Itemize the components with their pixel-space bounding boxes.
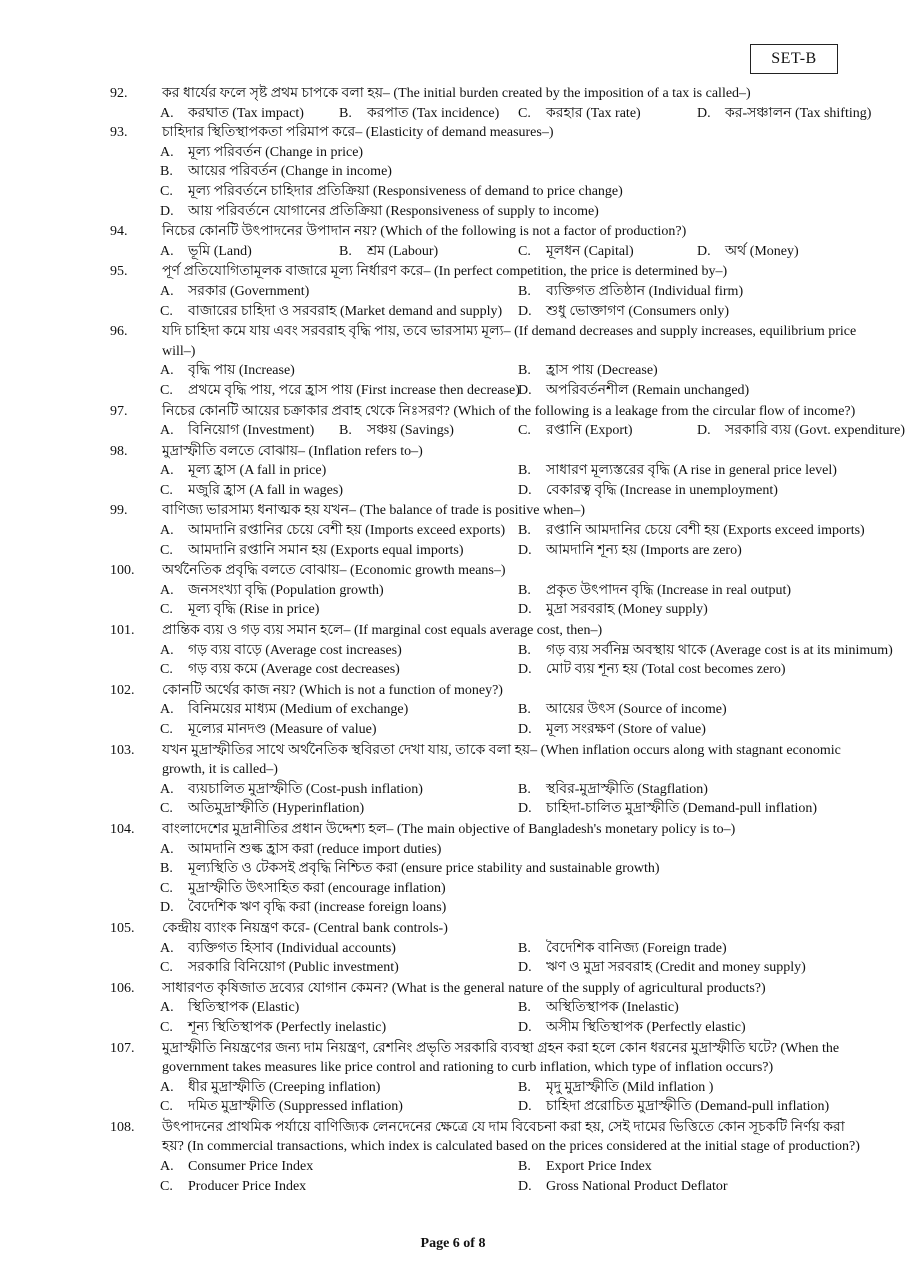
- option-list: [0, 143, 906, 221]
- option-item: [518, 421, 697, 441]
- question-text: কোনটি অর্থের কাজ নয়? (Which is not a function of money?): [162, 682, 503, 698]
- option-letter: C.: [160, 722, 173, 737]
- option-item: [518, 1078, 876, 1098]
- option-text: গড় ব্যয় কমে (Average cost decreases): [188, 662, 400, 678]
- option-item: [518, 958, 876, 978]
- option-item: [518, 381, 876, 401]
- question-text: যদি চাহিদা কমে যায় এবং সরবরাহ বৃদ্ধি পায়, তবে ভারসাম্য মূল্য– (If demand decreases and supply increases, equilibrium price will–): [162, 324, 857, 359]
- option-text: সাধারণ মূল্যস্তরের বৃদ্ধি (A rise in general price level): [546, 463, 837, 479]
- option-letter: A.: [160, 523, 174, 539]
- option-letter: A.: [160, 940, 174, 956]
- question-text: মুদ্রাস্ফীতি বলতে বোঝায়– (Inflation refers to–): [162, 443, 423, 459]
- option-text: মূল্যের মানদণ্ড (Measure of value): [188, 722, 377, 737]
- option-item: [518, 541, 876, 561]
- option-text: সরকারি ব্যয় (Govt. expenditure): [725, 423, 906, 439]
- option-letter: D.: [518, 482, 532, 498]
- option-letter: C.: [160, 303, 173, 319]
- option-item: [160, 202, 876, 222]
- option-letter: A.: [160, 144, 174, 160]
- option-list: [0, 1157, 906, 1196]
- option-list: [0, 242, 906, 262]
- option-letter: C.: [160, 602, 173, 618]
- option-item: [160, 381, 518, 401]
- question-item: [0, 561, 906, 620]
- option-text: আয় পরিবর্তনে যোগানের প্রতিক্রিয়া (Responsiveness of supply to income): [188, 203, 599, 219]
- question-item: [0, 123, 906, 221]
- option-text: বেকারত্ব বৃদ্ধি (Increase in unemployment): [546, 482, 778, 498]
- option-item: [160, 879, 876, 899]
- option-letter: A.: [160, 642, 174, 658]
- question-item: [0, 820, 906, 918]
- question-text: প্রান্তিক ব্যয় ও গড় ব্যয় সমান হলে– (If marginal cost equals average cost, then–): [162, 623, 603, 639]
- option-item: [160, 840, 876, 860]
- question-number: 105.: [110, 920, 135, 936]
- option-text: মোট ব্যয় শূন্য হয় (Total cost becomes zero): [546, 662, 786, 678]
- option-text: অস্থিতিস্থাপক (Inelastic): [546, 1000, 679, 1016]
- question-item: [0, 402, 906, 441]
- option-text: গড় ব্যয় সর্বনিম্ন অবস্থায় থাকে (Average cost is at its minimum): [546, 642, 893, 658]
- option-text: প্রথমে বৃদ্ধি পায়, পরে হ্রাস পায় (First increase then decrease): [188, 382, 520, 398]
- option-item: [518, 780, 876, 800]
- option-letter: D.: [518, 1099, 532, 1115]
- option-letter: D.: [518, 1019, 532, 1035]
- option-letter: D.: [697, 105, 711, 121]
- option-item: [518, 660, 876, 680]
- question-text: নিচের কোনটি উৎপাদনের উপাদান নয়? (Which of the following is not a factor of production?): [162, 224, 687, 240]
- option-item: [518, 104, 697, 124]
- option-text: কর-সঞ্চালন (Tax shifting): [725, 105, 872, 121]
- option-letter: C.: [160, 1099, 173, 1115]
- question-item: [0, 501, 906, 560]
- option-text: ব্যক্তিগত প্রতিষ্ঠান (Individual firm): [546, 283, 744, 299]
- option-text: প্রকৃত উৎপাদন বৃদ্ধি (Increase in real output): [546, 582, 792, 598]
- option-item: [697, 104, 876, 124]
- option-text: বাজারের চাহিদা ও সরবরাহ (Market demand and supply): [188, 303, 503, 319]
- option-item: [518, 998, 876, 1018]
- question-number: 103.: [110, 742, 135, 758]
- question-number: 108.: [110, 1119, 135, 1135]
- option-text: আমদানি রপ্তানির চেয়ে বেশী হয় (Imports exceed exports): [188, 523, 506, 539]
- option-list: [0, 998, 906, 1037]
- option-text: মুদ্রাস্ফীতি উৎসাহিত করা (encourage inflation): [188, 880, 446, 896]
- option-text: মুদ্রা সরবরাহ (Money supply): [546, 602, 708, 618]
- question-number: 101.: [110, 623, 135, 639]
- option-text: ভূমি (Land): [188, 243, 252, 259]
- question-number: 107.: [110, 1040, 135, 1056]
- option-letter: B.: [518, 1079, 531, 1095]
- option-item: [518, 581, 876, 601]
- option-list: [0, 780, 906, 819]
- question-text: বাংলাদেশের মুদ্রানীতির প্রধান উদ্দেশ্য হল– (The main objective of Bangladesh's monetary policy is to–): [162, 821, 736, 837]
- option-list: [0, 361, 906, 400]
- option-item: [160, 859, 876, 879]
- option-item: [518, 1157, 876, 1177]
- option-letter: B.: [518, 1159, 531, 1175]
- option-item: [160, 1097, 518, 1117]
- question-text: মুদ্রাস্ফীতি নিয়ন্ত্রণের জন্য দাম নিয়ন্ত্রণ, রেশনিং প্রভৃতি সরকারি ব্যবস্থা গ্রহন করা হলে কোন ধরনের মুদ্রাস্ফীতি ঘটে? (When the government takes measures like price control and rationing to curb inflation, which type of inflation occurs?): [162, 1040, 840, 1076]
- option-text: বিনিয়োগ (Investment): [188, 423, 315, 439]
- option-text: আয়ের পরিবর্তন (Change in income): [188, 164, 392, 180]
- option-letter: A.: [160, 1000, 174, 1016]
- option-list: [0, 939, 906, 978]
- option-text: মূল্য বৃদ্ধি (Rise in price): [188, 602, 320, 618]
- option-letter: B.: [518, 702, 531, 718]
- option-item: [518, 1177, 876, 1197]
- option-text: স্থিতিস্থাপক (Elastic): [188, 1000, 300, 1016]
- option-letter: B.: [518, 582, 531, 598]
- option-text: মূল্য পরিবর্তন (Change in price): [188, 144, 364, 160]
- option-item: [160, 998, 518, 1018]
- option-list: [0, 641, 906, 680]
- question-list: [0, 84, 906, 1196]
- option-text: Gross National Product Deflator: [546, 1178, 728, 1194]
- option-item: [160, 282, 518, 302]
- option-list: [0, 521, 906, 560]
- option-text: বৃদ্ধি পায় (Increase): [188, 363, 295, 379]
- option-item: [518, 282, 876, 302]
- option-text: চাহিদা প্ররোচিত মুদ্রাস্ফীতি (Demand-pull inflation): [546, 1099, 830, 1115]
- option-item: [160, 641, 518, 661]
- option-letter: B.: [518, 283, 531, 299]
- option-letter: D.: [518, 542, 532, 558]
- question-item: [0, 681, 906, 740]
- option-item: [160, 581, 518, 601]
- option-letter: A.: [160, 363, 174, 379]
- question-number: 102.: [110, 682, 135, 698]
- option-text: জনসংখ্যা বৃদ্ধি (Population growth): [188, 582, 384, 598]
- question-text: উৎপাদনের প্রাথমিক পর্যায়ে বাণিজ্যিক লেনদেনের ক্ষেত্রে যে দাম বিবেচনা করা হয়, সেই দামের ভিত্তিতে কোন সূচকটি নির্ণয় করা হয়? (In commercial transactions, which index is calculated based on the prices considered at the initial stage of production?): [162, 1119, 860, 1155]
- option-letter: A.: [160, 582, 174, 598]
- option-item: [518, 521, 876, 541]
- option-letter: C.: [160, 662, 173, 678]
- question-item: [0, 222, 906, 261]
- option-item: [160, 799, 518, 819]
- question-item: [0, 262, 906, 321]
- option-letter: C.: [518, 423, 531, 439]
- option-letter: A.: [160, 1159, 174, 1175]
- option-item: [518, 302, 876, 322]
- option-letter: B.: [160, 164, 173, 180]
- option-item: [160, 162, 876, 182]
- option-item: [160, 104, 339, 124]
- option-text: করহার (Tax rate): [546, 105, 641, 121]
- option-letter: D.: [518, 382, 532, 398]
- option-list: [0, 1078, 906, 1117]
- option-letter: D.: [518, 960, 532, 976]
- option-item: [518, 939, 876, 959]
- question-number: 104.: [110, 821, 135, 837]
- option-item: [518, 700, 876, 720]
- option-letter: D.: [518, 303, 532, 319]
- option-item: [160, 939, 518, 959]
- option-letter: A.: [160, 463, 174, 479]
- question-number: 94.: [110, 224, 128, 240]
- option-text: শ্রম (Labour): [367, 243, 439, 259]
- option-letter: B.: [339, 243, 352, 259]
- option-item: [518, 799, 876, 819]
- option-item: [518, 641, 893, 661]
- option-item: [339, 421, 518, 441]
- question-item: [0, 919, 906, 978]
- option-letter: B.: [518, 1000, 531, 1016]
- option-text: মজুরি হ্রাস (A fall in wages): [188, 482, 343, 498]
- option-letter: C.: [160, 183, 173, 199]
- option-letter: D.: [518, 1178, 532, 1194]
- option-text: অতিমুদ্রাস্ফীতি (Hyperinflation): [188, 801, 365, 817]
- option-letter: A.: [160, 423, 174, 439]
- option-text: বৈদেশিক ঋণ বৃদ্ধি করা (increase foreign loans): [188, 900, 447, 916]
- option-item: [160, 958, 518, 978]
- option-text: মূলধন (Capital): [546, 243, 634, 259]
- option-letter: C.: [160, 801, 173, 817]
- option-letter: C.: [160, 542, 173, 558]
- question-number: 106.: [110, 980, 135, 996]
- question-item: [0, 84, 906, 123]
- option-text: অর্থ (Money): [725, 243, 799, 259]
- question-number: 92.: [110, 86, 128, 101]
- option-item: [160, 700, 518, 720]
- option-letter: D.: [160, 203, 174, 219]
- option-item: [160, 1177, 518, 1197]
- option-letter: C.: [160, 880, 173, 896]
- option-list: [0, 581, 906, 620]
- option-text: মৃদু মুদ্রাস্ফীতি (Mild inflation ): [546, 1079, 714, 1095]
- question-text: চাহিদার স্থিতিস্থাপকতা পরিমাপ করে– (Elasticity of demand measures–): [162, 125, 554, 141]
- option-item: [160, 780, 518, 800]
- option-item: [518, 600, 876, 620]
- option-list: [0, 282, 906, 321]
- option-text: আয়ের উৎস (Source of income): [546, 702, 727, 718]
- set-label: SET-B: [750, 44, 838, 74]
- option-text: বৈদেশিক বানিজ্য (Foreign trade): [546, 940, 727, 956]
- option-item: [160, 481, 518, 501]
- option-text: সরকারি বিনিয়োগ (Public investment): [188, 960, 399, 976]
- option-letter: A.: [160, 781, 174, 797]
- option-list: [0, 461, 906, 500]
- option-letter: A.: [160, 283, 174, 299]
- option-letter: B.: [160, 861, 173, 877]
- option-letter: C.: [518, 243, 531, 259]
- option-text: দমিত মুদ্রাস্ফীতি (Suppressed inflation): [188, 1099, 403, 1115]
- option-list: [0, 700, 906, 739]
- question-item: [0, 1039, 906, 1117]
- question-number: 98.: [110, 443, 128, 459]
- option-text: Producer Price Index: [188, 1178, 307, 1194]
- option-text: হ্রাস পায় (Decrease): [546, 363, 658, 379]
- option-text: মূল্য পরিবর্তনে চাহিদার প্রতিক্রিয়া (Responsiveness of demand to price change): [188, 183, 623, 199]
- option-text: ব্যয়চালিত মুদ্রাস্ফীতি (Cost-push inflation): [188, 781, 423, 797]
- option-letter: B.: [518, 363, 531, 379]
- page-footer: Page 6 of 8: [420, 1236, 486, 1251]
- option-item: [160, 421, 339, 441]
- option-text: অপরিবর্তনশীল (Remain unchanged): [546, 382, 750, 398]
- option-list: [0, 840, 906, 918]
- option-text: আমদানি রপ্তানি সমান হয় (Exports equal imports): [188, 542, 464, 558]
- option-text: মূল্য হ্রাস (A fall in price): [188, 463, 327, 479]
- option-item: [339, 242, 518, 262]
- option-item: [697, 242, 876, 262]
- question-number: 93.: [110, 125, 128, 141]
- option-text: বিনিময়ের মাধ্যম (Medium of exchange): [188, 702, 409, 718]
- option-item: [160, 242, 339, 262]
- option-item: [697, 421, 906, 441]
- option-item: [518, 481, 876, 501]
- question-text: বাণিজ্য ভারসাম্য ধনাত্মক হয় যখন– (The balance of trade is positive when–): [162, 503, 585, 519]
- option-letter: D.: [697, 423, 711, 439]
- question-text: কেন্দ্রীয় ব্যাংক নিয়ন্ত্রণ করে- (Central bank controls-): [162, 920, 448, 936]
- option-letter: B.: [518, 940, 531, 956]
- option-item: [160, 361, 518, 381]
- option-letter: B.: [339, 423, 352, 439]
- option-text: Consumer Price Index: [188, 1159, 314, 1175]
- question-item: [0, 322, 906, 400]
- option-list: [0, 104, 906, 124]
- question-text: নিচের কোনটি আয়ের চক্রাকার প্রবাহ থেকে নিঃসরণ? (Which of the following is a leakage from the circular flow of income?): [162, 403, 856, 419]
- option-text: মূল্যস্থিতি ও টেকসই প্রবৃদ্ধি নিশ্চিত করা (ensure price stability and sustainable growth): [188, 861, 660, 877]
- option-letter: B.: [518, 523, 531, 539]
- option-letter: D.: [160, 900, 174, 916]
- option-text: রপ্তানি আমদানির চেয়ে বেশী হয় (Exports exceed imports): [546, 523, 865, 539]
- option-text: ব্যক্তিগত হিসাব (Individual accounts): [188, 940, 396, 956]
- option-item: [160, 660, 518, 680]
- option-text: শুধু ভোক্তাগণ (Consumers only): [546, 303, 730, 319]
- option-item: [160, 600, 518, 620]
- question-number: 96.: [110, 324, 128, 340]
- option-list: [0, 421, 906, 441]
- option-text: Export Price Index: [546, 1159, 652, 1175]
- question-item: [0, 442, 906, 501]
- option-letter: C.: [518, 105, 531, 121]
- option-letter: C.: [160, 1019, 173, 1035]
- option-item: [160, 461, 518, 481]
- option-text: সরকার (Government): [188, 283, 310, 299]
- question-text: পূর্ণ প্রতিযোগিতামূলক বাজারে মূল্য নির্ধারণ করে– (In perfect competition, the price is determined by–): [162, 264, 728, 280]
- option-item: [518, 720, 876, 740]
- question-item: [0, 979, 906, 1038]
- option-text: শূন্য স্থিতিস্থাপক (Perfectly inelastic): [188, 1019, 387, 1035]
- question-number: 95.: [110, 264, 128, 280]
- option-item: [160, 1078, 518, 1098]
- option-letter: D.: [518, 722, 532, 737]
- option-item: [518, 361, 876, 381]
- question-item: [0, 1118, 906, 1196]
- option-letter: C.: [160, 960, 173, 976]
- option-letter: A.: [160, 243, 174, 259]
- question-text: অর্থনৈতিক প্রবৃদ্ধি বলতে বোঝায়– (Economic growth means–): [162, 563, 506, 579]
- option-letter: C.: [160, 482, 173, 498]
- option-item: [160, 143, 876, 163]
- option-item: [160, 521, 518, 541]
- option-item: [160, 1157, 518, 1177]
- option-text: রপ্তানি (Export): [546, 423, 633, 439]
- option-text: আমদানি শূন্য হয় (Imports are zero): [546, 542, 742, 558]
- option-item: [160, 182, 876, 202]
- option-item: [518, 1018, 876, 1038]
- option-item: [160, 302, 518, 322]
- option-letter: B.: [518, 463, 531, 479]
- option-item: [518, 242, 697, 262]
- option-letter: A.: [160, 1079, 174, 1095]
- option-letter: C.: [160, 382, 173, 398]
- question-text: সাধারণত কৃষিজাত দ্রব্যের যোগান কেমন? (What is the general nature of the supply of agricultural products?): [162, 980, 766, 996]
- option-letter: D.: [518, 662, 532, 678]
- option-item: [518, 1097, 876, 1117]
- option-letter: B.: [518, 642, 531, 658]
- option-text: আমদানি শুল্ক হ্রাস করা (reduce import duties): [188, 841, 442, 857]
- question-number: 97.: [110, 403, 128, 419]
- option-item: [160, 541, 518, 561]
- option-item: [339, 104, 518, 124]
- question-number: 99.: [110, 503, 128, 519]
- option-text: সঞ্চয় (Savings): [367, 423, 454, 439]
- option-text: মূল্য সংরক্ষণ (Store of value): [546, 722, 706, 737]
- option-letter: C.: [160, 1178, 173, 1194]
- option-text: করঘাত (Tax impact): [188, 105, 304, 121]
- option-text: অসীম স্থিতিস্থাপক (Perfectly elastic): [546, 1019, 746, 1035]
- option-letter: A.: [160, 702, 174, 718]
- option-text: ধীর মুদ্রাস্ফীতি (Creeping inflation): [188, 1079, 381, 1095]
- option-item: [160, 898, 876, 918]
- option-letter: B.: [339, 105, 352, 121]
- option-letter: A.: [160, 841, 174, 857]
- option-text: করপাত (Tax incidence): [367, 105, 500, 121]
- option-letter: D.: [697, 243, 711, 259]
- question-item: [0, 741, 906, 819]
- option-text: গড় ব্যয় বাড়ে (Average cost increases): [188, 642, 402, 658]
- option-letter: A.: [160, 105, 174, 121]
- option-item: [518, 461, 876, 481]
- question-text: যখন মুদ্রাস্ফীতির সাথে অর্থনৈতিক স্থবিরতা দেখা যায়, তাকে বলা হয়– (When inflation occurs along with stagnant economic growth, it is called–): [162, 742, 841, 778]
- option-text: স্থবির-মুদ্রাস্ফীতি (Stagflation): [546, 781, 708, 797]
- question-number: 100.: [110, 563, 135, 579]
- option-letter: D.: [518, 602, 532, 618]
- question-item: [0, 621, 906, 680]
- question-text: কর ধার্যের ফলে সৃষ্ট প্রথম চাপকে বলা হয়– (The initial burden created by the imposition of a tax is called–): [162, 86, 751, 101]
- option-item: [160, 1018, 518, 1038]
- option-text: চাহিদা-চালিত মুদ্রাস্ফীতি (Demand-pull inflation): [546, 801, 818, 817]
- option-text: ঋণ ও মুদ্রা সরবরাহ (Credit and money supply): [546, 960, 806, 976]
- option-item: [160, 720, 518, 740]
- option-letter: B.: [518, 781, 531, 797]
- option-letter: D.: [518, 801, 532, 817]
